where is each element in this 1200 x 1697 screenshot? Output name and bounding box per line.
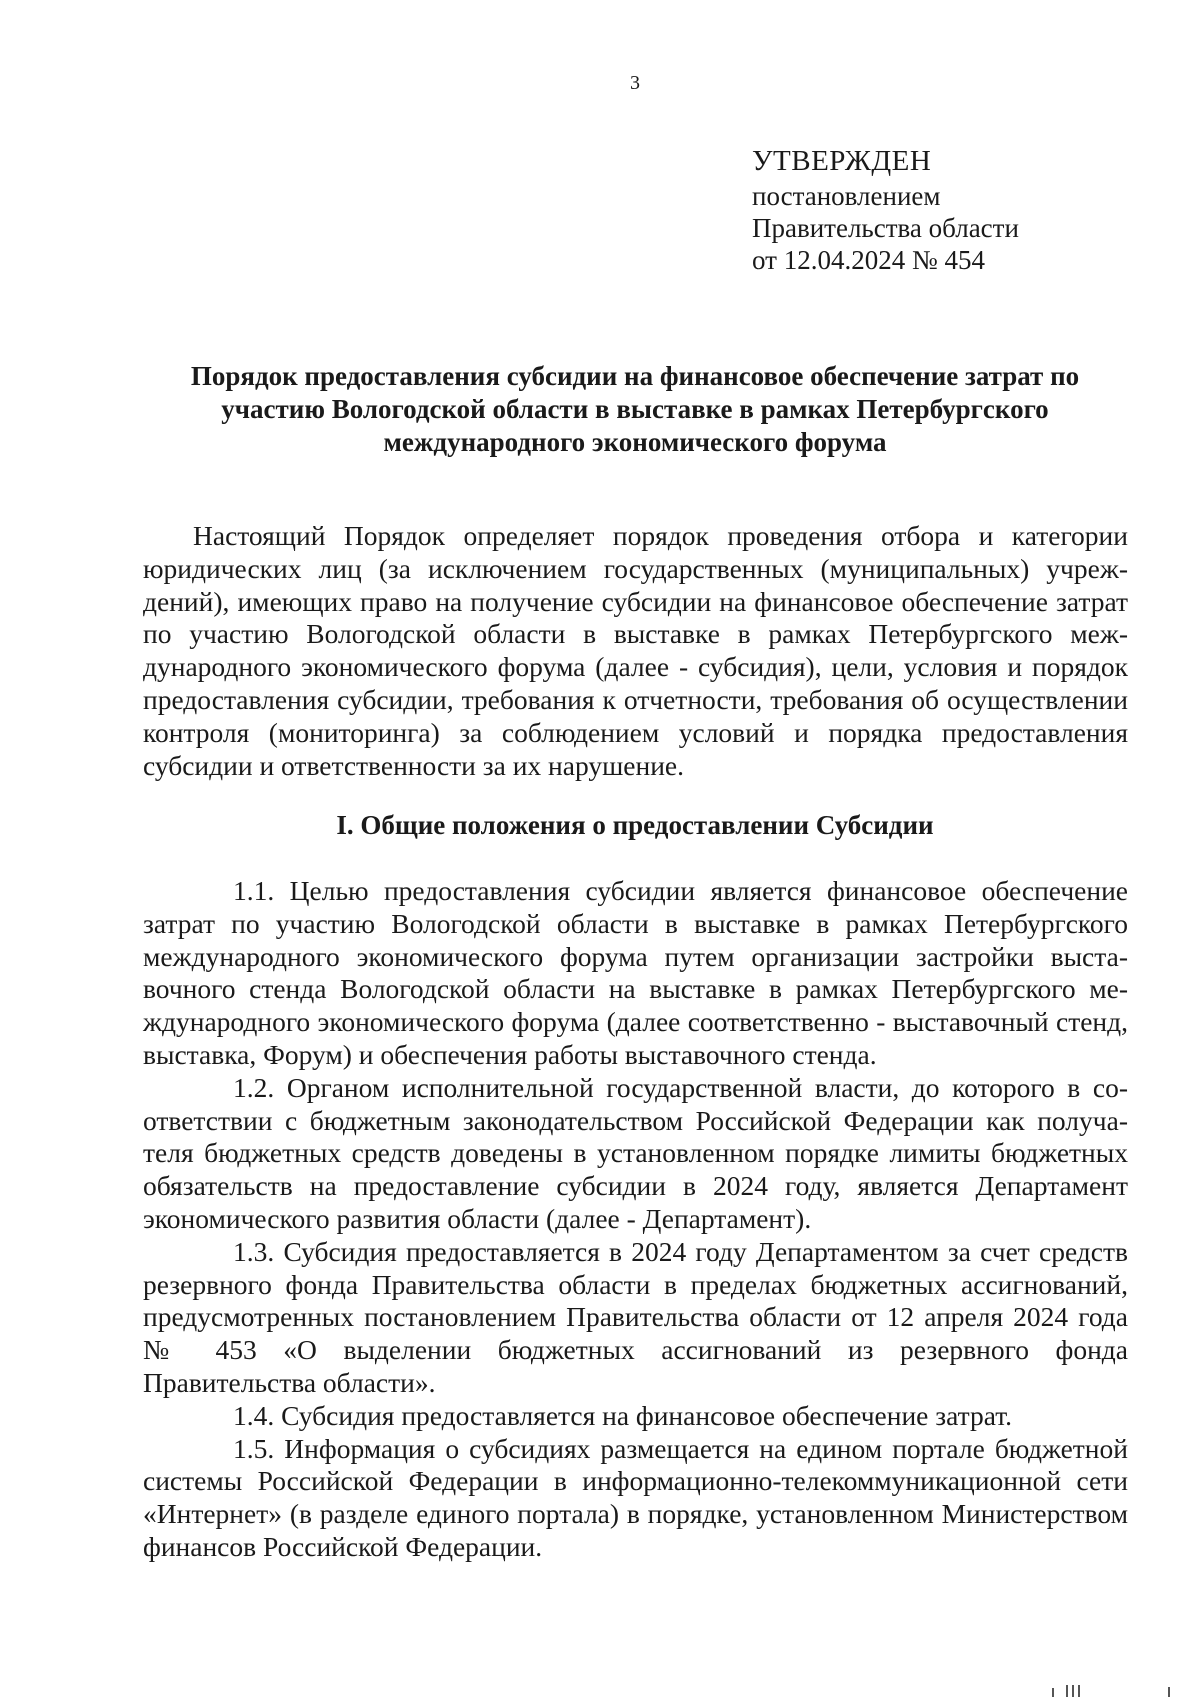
clause-1-3: 1.3. Субсидия предоставляется в 2024 году Департаментом за счет средств резервного фонда Правительства области в пределах бюджетных ассигнований, предусмотренных постановлением Правительства области от 12 апреля 2024 года № 453 «О выделении бюджетных ассигнований из резервного фонда Правительства области». (143, 1235, 1128, 1398)
clause-1-1: 1.1. Целью предоставления субсидии является финансовое обеспечение затрат по участию Вологодской области в выставке в рамках Петербургского международного экономического форума путем организации застройки выставочного стенда Вологодской области на выставке в рамках Петербургского международного экономического форума (далее соответственно - выставочный стенд, выставка, Форум) и обеспечения работы выставочного стенда. (143, 875, 1128, 1070)
clause-1-5: 1.5. Информация о субсидиях размещается на едином портале бюджетной системы Российской Федерации в информационно-телекоммуникационной сети «Интернет» (в разделе единого портала) в порядке, установленном Министерством финансов Российской Федерации. (143, 1432, 1128, 1562)
clause-1-2: 1.2. Органом исполнительной государственной власти, до которого в соответствии с бюджетным законодательством Российской Федерации как получателя бюджетных средств доведены в установленном порядке лимиты бюджетных обязательств на предоставление субсидии в 2024 году, является Департамент экономического развития области (далее - Департамент). (143, 1071, 1128, 1234)
page-number: 3 (630, 72, 640, 94)
document-title: Порядок предоставления субсидии на финансовое обеспечение затрат по участию Вологодской области в выставке в рамках Петербургского международного экономического форума (190, 361, 1080, 457)
scan-mark (1072, 1685, 1074, 1697)
scan-mark (1052, 1688, 1054, 1697)
scan-mark (1078, 1685, 1080, 1697)
scan-mark (1066, 1685, 1068, 1697)
approval-line-3: от 12.04.2024 № 454 (752, 245, 985, 275)
approval-stamp-block (752, 142, 1019, 276)
scan-mark (1168, 1687, 1170, 1697)
intro-section (143, 520, 1128, 782)
scan-edge-marks (1040, 1683, 1180, 1697)
clauses-section (143, 875, 1128, 1564)
clause-1-4: 1.4. Субсидия предоставляется на финансовое обеспечение затрат. (233, 1399, 1013, 1431)
intro-paragraph: Настоящий Порядок определяет порядок проведения отбора и категории юридических лиц (за исключением государственных (муниципальных) учреждений), имеющих право на получение субсидии на финансовое обеспечение затрат по участию Вологодской области в выставке в рамках Петербургского международного экономического форума (далее - субсидия), цели, условия и порядок предоставления субсидии, требования к отчетности, требования об осуществлении контроля (мониторинга) за соблюдением условий и порядка предоставления субсидии и ответственности за их нарушение. (143, 520, 1128, 781)
approval-line-2: Правительства области (752, 213, 1019, 243)
approval-title: УТВЕРЖДЕН (752, 145, 932, 177)
approval-line-1: постановлением (752, 181, 941, 211)
section-heading: I. Общие положения о предоставлении Субсидии (336, 810, 934, 840)
